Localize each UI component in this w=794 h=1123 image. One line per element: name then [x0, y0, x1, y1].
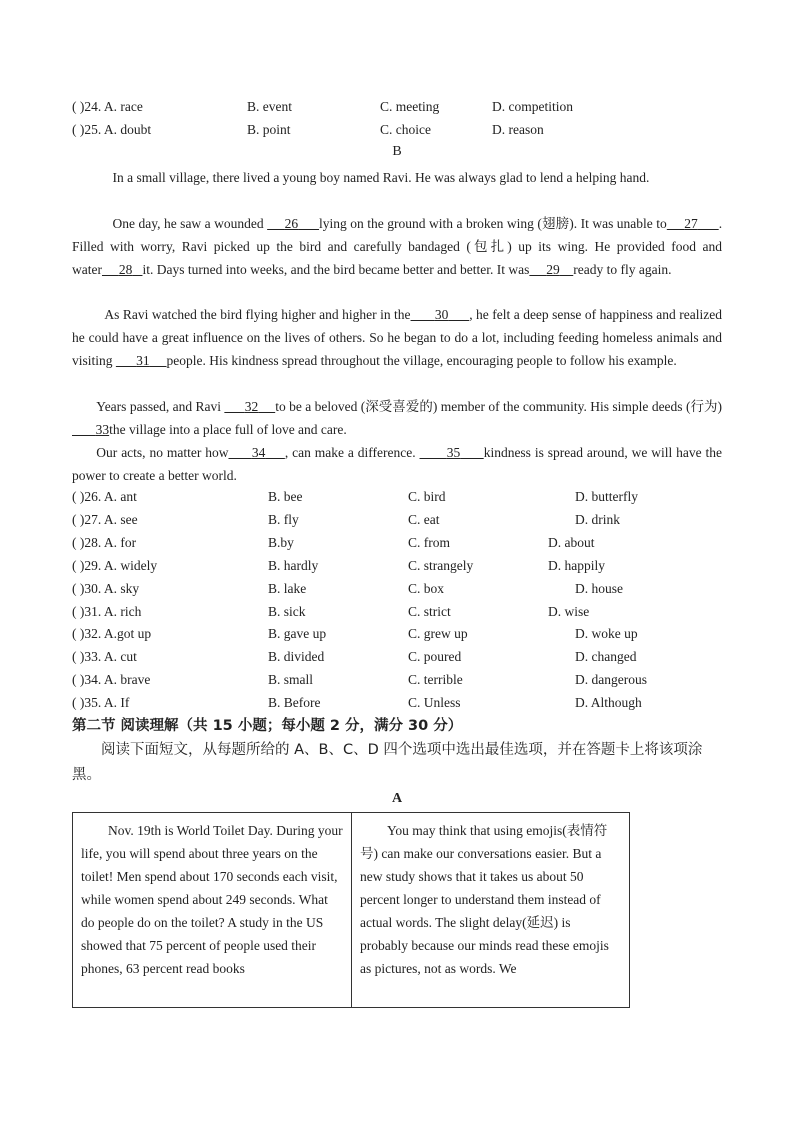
- option-d: D. Although: [575, 695, 642, 710]
- blank-27: 27: [684, 216, 698, 231]
- instructions: 阅读下面短文，从每题所给的 A、B、C、D 四个选项中选出最佳选项，并在答题卡上将该项涂黑。: [72, 742, 703, 783]
- option-d: D. dangerous: [575, 672, 647, 687]
- option-b: B.by: [268, 535, 294, 550]
- option-c: C. choice: [380, 122, 431, 137]
- passage-paragraph-5: Our acts, no matter how 34 , can make a difference. 35 kindness is spread around, we will have the power to create a better world.: [72, 445, 723, 483]
- question-stem: ( )28. A. for: [72, 535, 137, 550]
- option-d: D. woke up: [575, 626, 638, 641]
- question-row: [72, 532, 732, 554]
- table-cell-right: You may think that using emojis(表情符号) can make our conversations easier. But a new study shows that it takes us about 50 percent longer to understand them instead of actual words. The slight delay(延迟) is probably because our minds read these emojis as pictures, not as words. We: [351, 813, 629, 1007]
- option-b: B. lake: [268, 581, 307, 596]
- question-stem: ( )30. A. sky: [72, 581, 140, 596]
- question-row: [72, 623, 732, 645]
- question-row: [72, 486, 732, 508]
- passage-paragraph-4: Years passed, and Ravi 32 to be a beloved (深受喜爱的) member of the community. His simple deeds (行为) 33the village into a place full of love and care.: [72, 395, 722, 441]
- question-stem: ( )33. A. cut: [72, 649, 137, 664]
- option-b: B. Before: [268, 695, 321, 710]
- blank-32: 32: [244, 399, 259, 414]
- table-cell-left: Nov. 19th is World Toilet Day. During your life, you will spend about three years on the toilet! Men spend about 170 seconds each visit, while women spend about 249 seconds. What do people do on the toilet? A study in the US showed that 75 percent of people used their phones, 63 percent read books: [81, 823, 343, 976]
- reading-table-a: [72, 812, 630, 1008]
- blank-26: 26: [284, 216, 299, 231]
- option-d: D. butterfly: [575, 489, 638, 504]
- option-c: C. box: [408, 581, 445, 596]
- question-stem: ( )34. A. brave: [72, 672, 151, 687]
- option-b: B. gave up: [268, 626, 327, 641]
- question-row: [72, 669, 732, 691]
- option-b: B. point: [247, 122, 291, 137]
- question-row: [72, 646, 732, 668]
- option-c: C. grew up: [408, 626, 468, 641]
- question-stem: ( )35. A. If: [72, 695, 130, 710]
- option-c: C. poured: [408, 649, 462, 664]
- passage-paragraph-3: As Ravi watched the bird flying higher and higher in the 30 , he felt a deep sense of happiness and realized he could have a great influence on the lives of others. So he began to do a lot, including feeding homeless animals and visiting 31 people. His kindness spread throughout the village, encouraging people to follow his example.: [72, 307, 722, 368]
- option-d: D. competition: [492, 99, 573, 114]
- question-stem: ( )26. A. ant: [72, 489, 137, 504]
- option-d: D. happily: [548, 558, 605, 573]
- question-stem: ( )32. A.got up: [72, 626, 152, 641]
- blank-31: 31: [136, 353, 150, 368]
- option-b: B. fly: [268, 512, 299, 527]
- question-row: [72, 119, 732, 141]
- passage-paragraph-1: In a small village, there lived a young boy named Ravi. He was always glad to lend a helping hand.: [112, 170, 650, 185]
- question-row: [72, 555, 732, 577]
- option-d: D. about: [548, 535, 595, 550]
- option-c: C. eat: [408, 512, 440, 527]
- option-b: B. small: [268, 672, 314, 687]
- section-b-title: B: [392, 144, 402, 159]
- section-header: 第二节 阅读理解（共 15 小题；每小题 2 分，满分 30 分）: [72, 718, 463, 734]
- question-stem: ( )25. A. doubt: [72, 122, 152, 137]
- question-row: [72, 96, 732, 118]
- question-row: [72, 509, 732, 531]
- question-stem: ( )24. A. race: [72, 99, 143, 114]
- option-b: B. hardly: [268, 558, 319, 573]
- option-b: B. sick: [268, 604, 306, 619]
- option-d: D. wise: [548, 604, 590, 619]
- question-stem: ( )31. A. rich: [72, 604, 142, 619]
- option-c: C. strangely: [408, 558, 474, 573]
- option-c: C. meeting: [380, 99, 440, 114]
- question-stem: ( )27. A. see: [72, 512, 138, 527]
- blank-33: 33: [95, 422, 110, 437]
- option-b: B. divided: [268, 649, 325, 664]
- option-c: C. terrible: [408, 672, 463, 687]
- section-a-title: A: [391, 791, 403, 806]
- option-d: D. reason: [492, 122, 544, 137]
- question-row: [72, 578, 732, 600]
- blank-35: 35: [446, 445, 461, 460]
- blank-34: 34: [251, 445, 266, 460]
- blank-28: 28: [118, 262, 133, 277]
- option-d: D. drink: [575, 512, 620, 527]
- blank-29: 29: [546, 262, 560, 277]
- question-stem: ( )29. A. widely: [72, 558, 158, 573]
- question-row: [72, 692, 732, 714]
- option-b: B. event: [247, 99, 292, 114]
- question-row: [72, 601, 732, 623]
- option-d: D. house: [575, 581, 623, 596]
- option-c: C. Unless: [408, 695, 461, 710]
- option-c: C. from: [408, 535, 450, 550]
- option-d: D. changed: [575, 649, 637, 664]
- option-c: C. strict: [408, 604, 451, 619]
- option-b: B. bee: [268, 489, 303, 504]
- blank-30: 30: [434, 307, 449, 322]
- option-c: C. bird: [408, 489, 446, 504]
- passage-paragraph-2: One day, he saw a wounded 26 lying on the ground with a broken wing (翅膀). It was unable to 27 . Filled with worry, Ravi picked up the bird and carefully bandaged (包扎) up its wing. He provided food and water 28 it. Days turned into weeks, and the bird became better and better. It was 29 ready to fly again.: [72, 216, 723, 277]
